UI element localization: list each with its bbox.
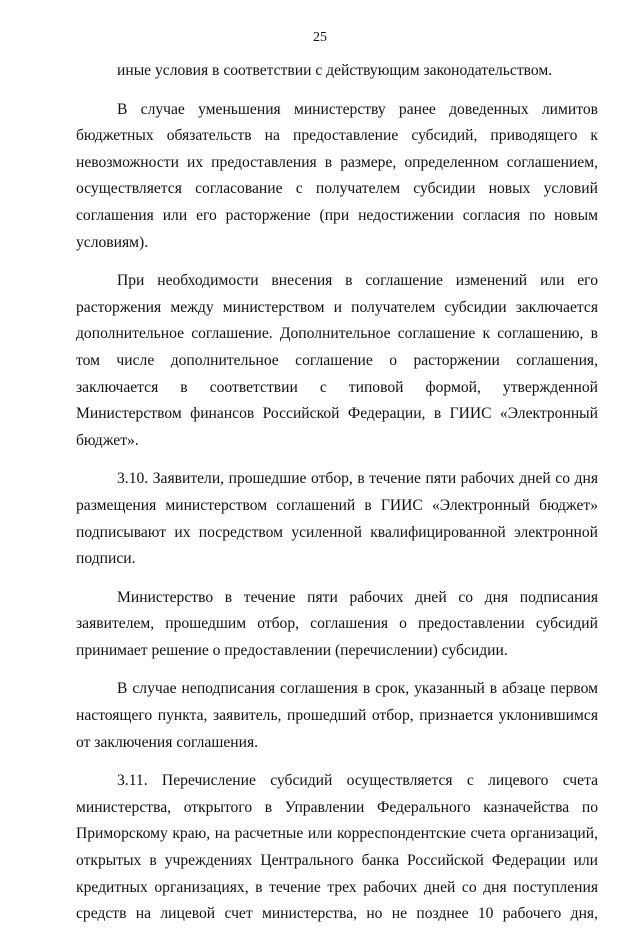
paragraph-ministry-decision: Министерство в течение пяти рабочих дней со дня подписания заявителем, прошедшим отбор, соглашения о предоставлении субсидий принимает решение о предоставлении (перечислении) субсидии. (76, 588, 598, 659)
paragraph-additional-agreement: При необходимости внесения в соглашение изменений или его расторжения между министерством и получателем субсидии заключается дополнительное соглашение. Дополнительное соглашение к соглашению, в том числе дополнительное соглашение о расторжении соглашения, заключается в соответствии с типовой формой, утвержденной Министерством финансов Российской Федерации, в ГИИС «Электронный бюджет». (76, 272, 598, 449)
paragraph-limits-reduction: В случае уменьшения министерству ранее доведенных лимитов бюджетных обязательств на предоставление субсидий, приводящего к невозможности их предоставления в размере, определенном соглашением, осуществляется согласование с получателем субсидии новых условий соглашения или его расторжение (при недостижении согласия по новым условиям). (76, 100, 598, 251)
paragraph-3-11: 3.11. Перечисление субсидий осуществляется с лицевого счета министерства, открытого в Управлении Федерального казначейства по Приморскому краю, на расчетные или корреспондентские счета организаций, открытых в учреждениях Центрального банка Российской Федерации или кредитных организациях, в течение трех рабочих дней со дня поступления средств на лицевой счет министерства, но не позднее 10 рабочего дня, (76, 772, 598, 923)
paragraph-evasion: В случае неподписания соглашения в срок, указанный в абзаце первом настоящего пункта, заявитель, прошедший отбор, признается уклонившимся от заключения соглашения. (76, 680, 598, 751)
paragraph-3-10: 3.10. Заявители, прошедшие отбор, в течение пяти рабочих дней со дня размещения министерством соглашений в ГИИС «Электронный бюджет» подписывают их посредством усиленной квалифицированной электронной подписи. (76, 470, 598, 568)
page-number: 25 (313, 30, 327, 45)
document-body (76, 58, 598, 940)
paragraph-continuation: иные условия в соответствии с действующим законодательством. (117, 62, 553, 79)
